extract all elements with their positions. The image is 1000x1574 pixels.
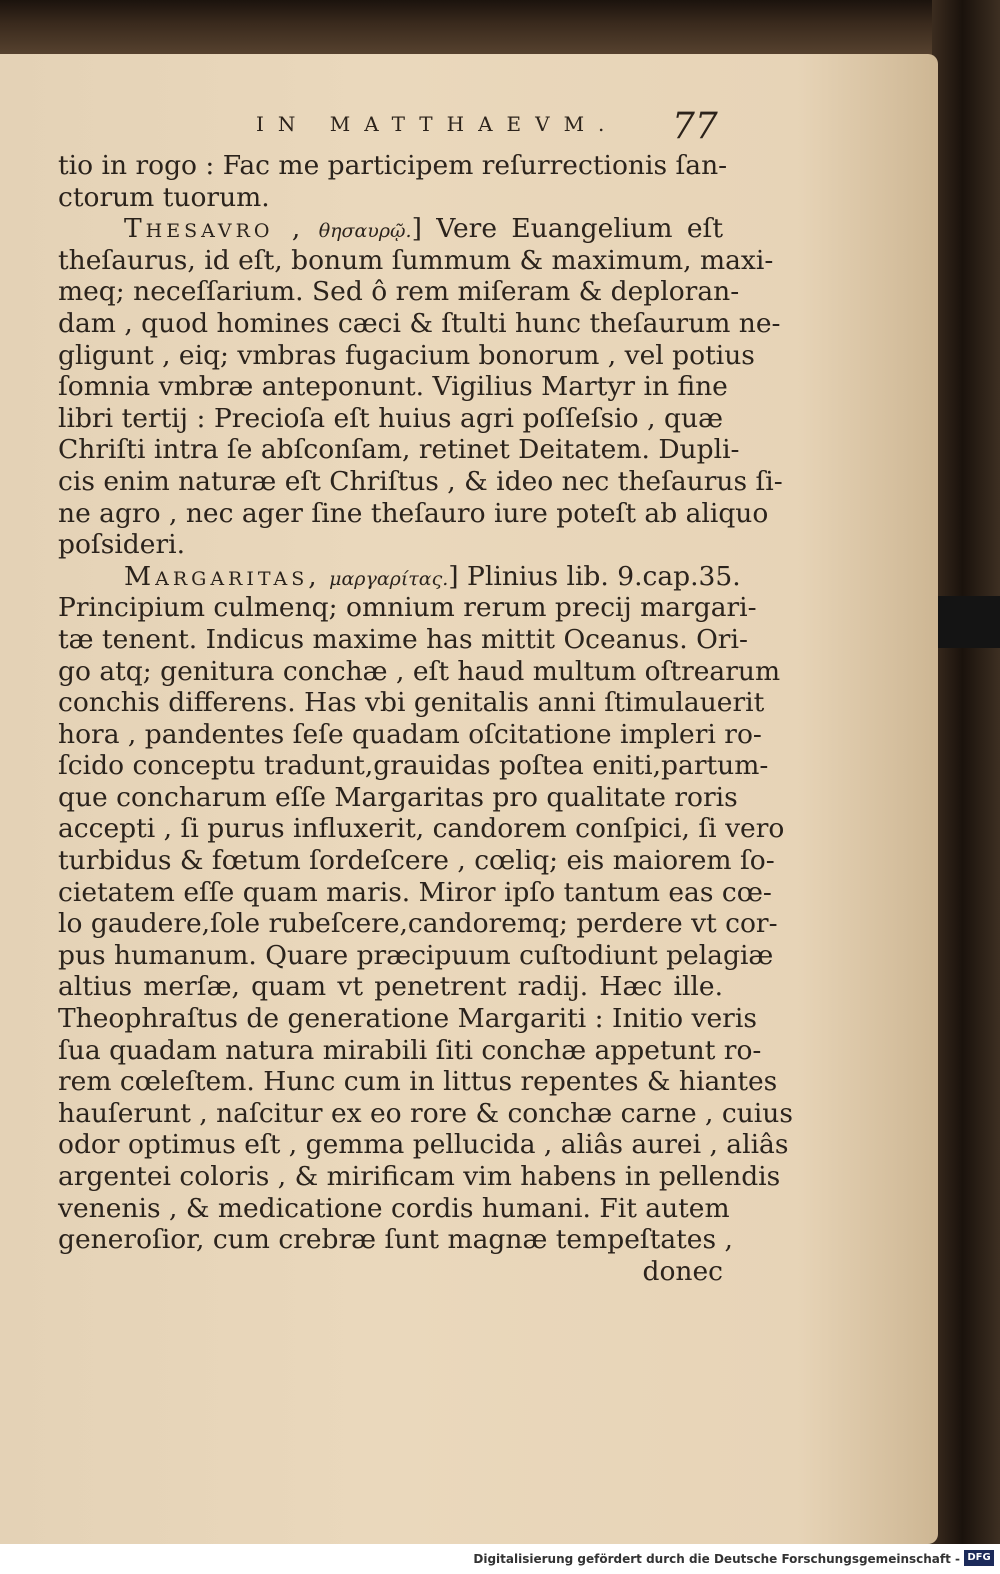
page-body — [58, 150, 793, 1287]
text-line: conchis differens. Has vbi genitalis anni ſtimulauerit — [58, 687, 765, 719]
dfg-logo-badge: DFG — [964, 1550, 994, 1566]
lemma-line-margaritas — [58, 560, 741, 593]
text-line: hora , pandentes ſeſe quadam oſcitatione impleri ro- — [58, 718, 762, 750]
lemma-rest: ] Vere Euangelium eſt — [411, 213, 723, 245]
text-line: argentei coloris , & mirificam vim habens in pellendis — [58, 1161, 781, 1192]
text-line: generoſior, cum crebræ ſunt magnæ tempeſtates , — [58, 1224, 733, 1256]
running-title: IN MATTHAEVM. — [256, 112, 619, 136]
text-line: Principium culmenq; omnium rerum precij margari- — [58, 592, 757, 624]
text-line: hauſerunt , naſcitur ex eo rore & conchæ carne , cuius — [58, 1097, 793, 1129]
book-spine-edge — [932, 0, 1000, 1574]
text-line: cietatem eſſe quam maris. Miror ipſo tantum eas cœ- — [58, 876, 772, 908]
text-line: Theophraſtus de generatione Margariti : Initio veris — [58, 1003, 757, 1035]
text-line: turbidus & fœtum ſordeſcere , cœliq; eis maiorem ſo- — [58, 845, 775, 877]
text-line: tæ tenent. Indicus maxime has mittit Oceanus. Ori- — [58, 623, 748, 655]
text-line: theſaurus, id eſt, bonum ſummum & maximum, maxi- — [58, 244, 774, 276]
lemma-line-thesauro — [58, 213, 723, 245]
text-line: meq; neceſſarium. Sed ô rem miſeram & deploran- — [58, 276, 740, 308]
lemma-thesauro: Thesavro , — [124, 213, 305, 245]
text-line: gligunt , eiq; vmbras fugacium bonorum , vel potius — [58, 339, 755, 371]
text-line: ſcido conceptu tradunt,grauidas poſtea eniti,partum- — [58, 750, 769, 782]
greek-margaritas: μαργαρίτας. — [329, 567, 449, 590]
text-line: ſomnia vmbræ anteponunt. Vigilius Martyr in fine — [58, 371, 728, 403]
text-line: rem cœleſtem. Hunc cum in littus repentes & hiantes — [58, 1066, 778, 1098]
text-line: go atq; genitura conchæ , eſt haud multum oſtrearum — [58, 655, 781, 687]
text-line: cis enim naturæ eſt Chriſtus , & ideo nec theſaurus ſi- — [58, 465, 783, 497]
footer-bar — [0, 1544, 1000, 1574]
catchword: donec — [642, 1255, 723, 1287]
text-line: dam , quod homines cæci & ſtulti hunc theſaurum ne- — [58, 307, 781, 339]
text-line: ſua quadam natura mirabili ſiti conchæ appetunt ro- — [58, 1034, 762, 1066]
text-line: odor optimus eſt , gemma pellucida , aliâs aurei , aliâs — [58, 1129, 789, 1161]
text-line: libri tertij : Precioſa eſt huius agri poſſeſsio , quæ — [58, 402, 723, 434]
book-top-edge — [0, 0, 1000, 60]
text-line: ctorum tuorum. — [58, 181, 270, 213]
greek-thesauro: θησαυρῷ. — [318, 220, 412, 243]
text-line: poſsideri. — [58, 529, 186, 561]
digitization-credit: Digitalisierung gefördert durch die Deutsche Forschungsgemeinschaft - — [473, 1552, 960, 1566]
lemma-rest: ] Plinius lib. 9.cap.35. — [448, 560, 741, 592]
text-line: tio in rogo : Fac me participem reſurrectionis ſan- — [58, 150, 728, 181]
text-line: que concharum eſſe Margaritas pro qualitate roris — [58, 781, 738, 813]
text-line: pus humanum. Quare præcipuum cuſtodiunt pelagiæ — [58, 939, 774, 971]
text-line: lo gaudere,ſole rubeſcere,candoremq; perdere vt cor- — [58, 908, 778, 940]
text-line: ne agro , nec ager ſine theſauro iure poteſt ab aliquo — [58, 497, 769, 529]
text-line: Chriſti intra ſe abſconſam, retinet Deitatem. Dupli- — [58, 434, 740, 466]
text-line: venenis , & medicatione cordis humani. Fit autem — [58, 1192, 730, 1224]
lemma-margaritas: Margaritas, — [124, 560, 321, 592]
page-number: 77 — [672, 106, 718, 147]
text-line: accepti , ſi purus influxerit, candorem conſpici, ſi vero — [58, 813, 785, 845]
text-line: altius merſæ, quam vt penetrent radij. Hæc ille. — [58, 971, 723, 1003]
